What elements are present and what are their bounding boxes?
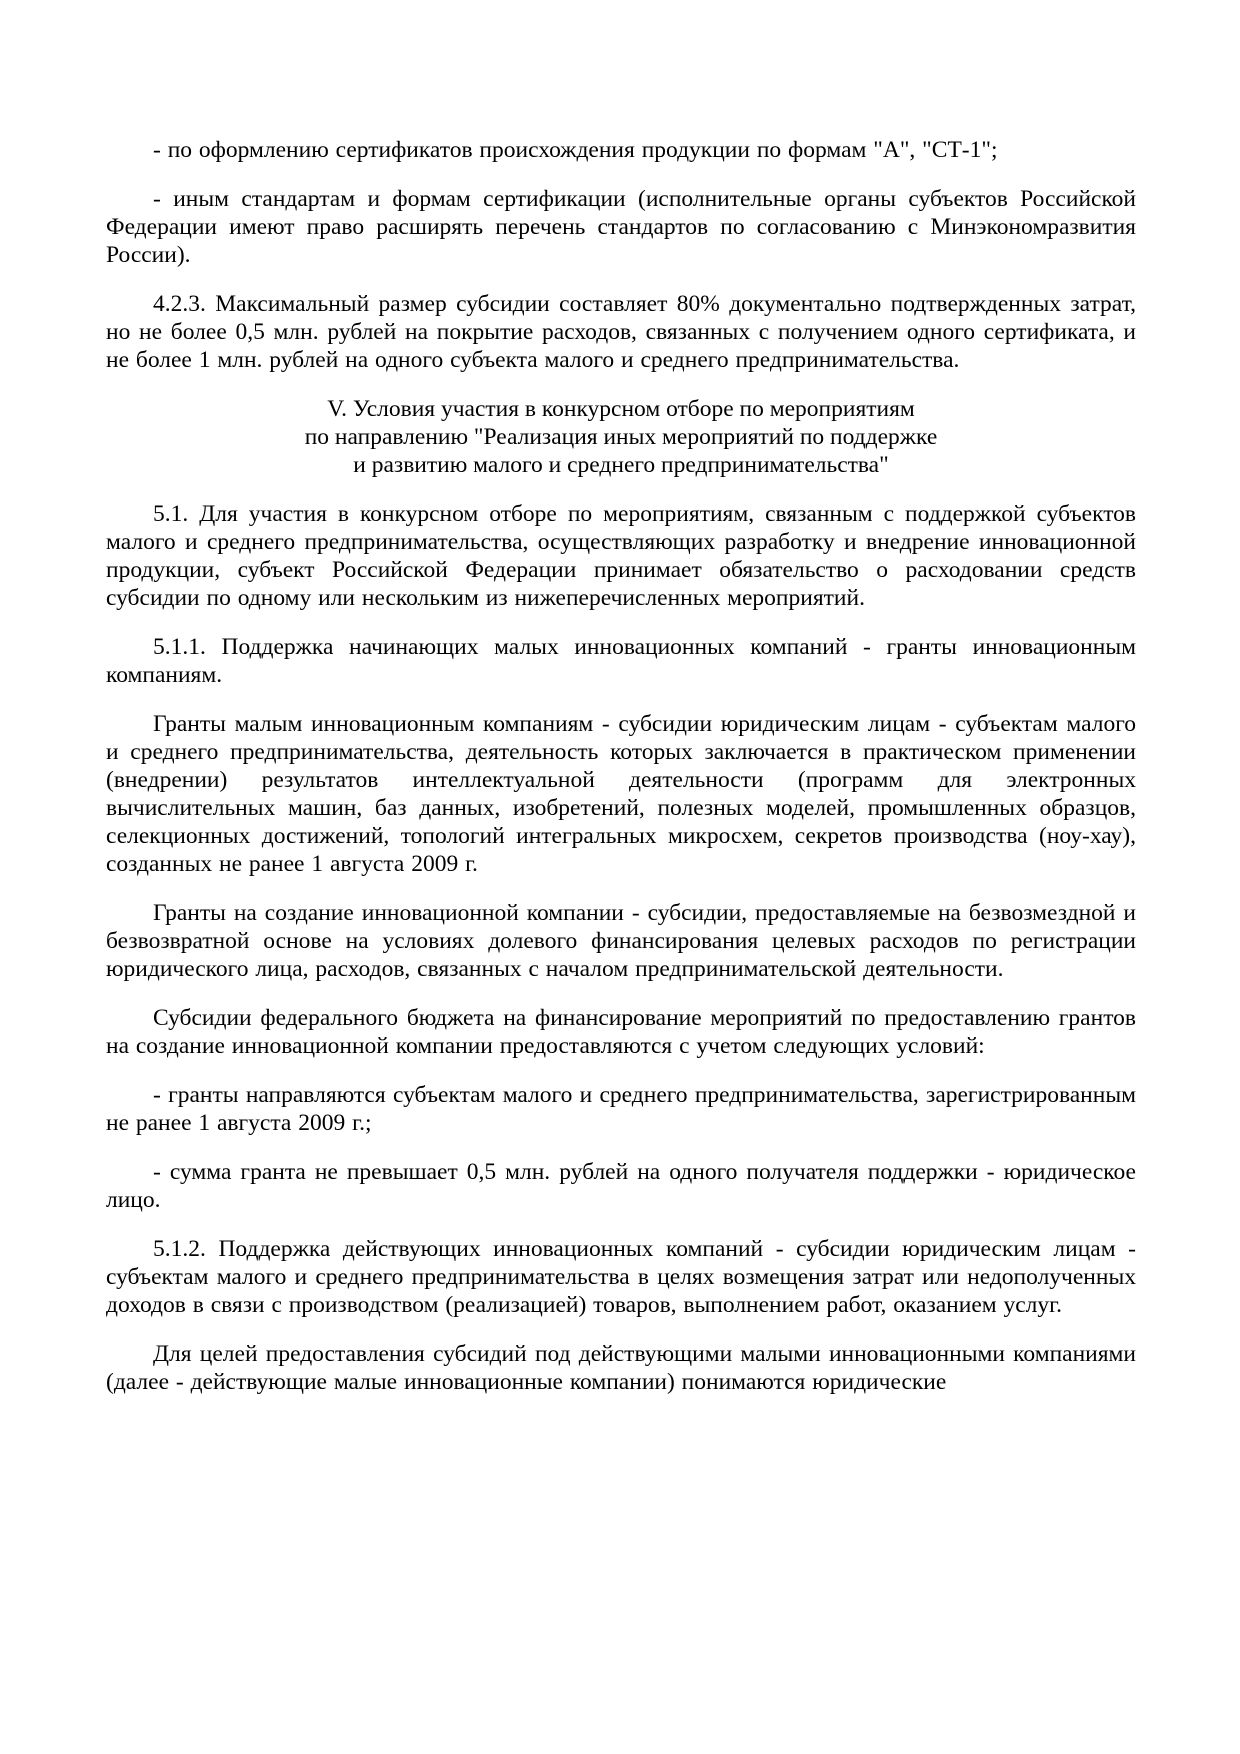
paragraph-cert-origin-forms: - по оформлению сертификатов происхождения продукции по формам "А", "СТ-1"; — [153, 137, 998, 163]
paragraph-grants-company-creation: Гранты на создание инновационной компании - субсидии, предоставляемые на безвозмездной и безвозвратной основе на условиях долевого финансирования целевых расходов по регистрации юридического лица, расходов, связанных с началом предпринимательской деятельности. — [106, 900, 1136, 982]
paragraph-4-2-3-max-subsidy: 4.2.3. Максимальный размер субсидии составляет 80% документально подтвержденных затрат, но не более 0,5 млн. рублей на покрытие расходов, связанных с получением одного сертификата, и не более 1 млн. рублей на одного субъекта малого и среднего предпринимательства. — [106, 291, 1136, 373]
paragraph-condition-grants-recipients: - гранты направляются субъектам малого и среднего предпринимательства, зарегистрированным не ранее 1 августа 2009 г.; — [106, 1082, 1136, 1136]
heading-line-2: по направлению "Реализация иных мероприятий по поддержке — [304, 424, 938, 450]
paragraph-grants-definition: Гранты малым инновационным компаниям - субсидии юридическим лицам - субъектам малого и среднего предпринимательства, деятельность которых заключается в практическом применении (внедрении) результатов интеллектуальной деятельности (программ для электронных вычислительных машин, баз данных, изобретений, полезных моделей, промышленных образцов, селекционных достижений, топологий интегральных микросхем, секретов производства (ноу-хау), созданных не ранее 1 августа 2009 г. — [106, 711, 1136, 877]
paragraph-5-1-1-grants-startups: 5.1.1. Поддержка начинающих малых инновационных компаний - гранты инновационным компаниям. — [106, 634, 1136, 688]
paragraph-active-companies-definition: Для целей предоставления субсидий под действующими малыми инновационными компаниями (далее - действующие малые инновационные компании) понимаются юридические — [106, 1341, 1136, 1395]
paragraph-federal-budget-subsidies: Субсидии федерального бюджета на финансирование мероприятий по предоставлению грантов на создание инновационной компании предоставляются с учетом следующих условий: — [106, 1005, 1136, 1059]
paragraph-5-1-participation: 5.1. Для участия в конкурсном отборе по мероприятиям, связанным с поддержкой субъектов малого и среднего предпринимательства, осуществляющих разработку и внедрение инновационной продукции, субъект Российской Федерации принимает обязательство о расходовании средств субсидии по одному или нескольким из нижеперечисленных мероприятий. — [106, 501, 1136, 611]
heading-line-3: и развитию малого и среднего предпринимательства" — [353, 452, 889, 478]
paragraph-condition-grant-amount: - сумма гранта не превышает 0,5 млн. рублей на одного получателя поддержки - юридическое лицо. — [106, 1159, 1136, 1213]
paragraph-5-1-2-active-companies: 5.1.2. Поддержка действующих инновационных компаний - субсидии юридическим лицам - субъектам малого и среднего предпринимательства в целях возмещения затрат или недополученных доходов в связи с производством (реализацией) товаров, выполнением работ, оказанием услуг. — [106, 1236, 1136, 1318]
paragraph-other-standards: - иным стандартам и формам сертификации (исполнительные органы субъектов Российской Федерации имеют право расширять перечень стандартов по согласованию с Минэкономразвития России). — [106, 186, 1136, 268]
section-heading-v — [106, 395, 1136, 479]
heading-line-1: V. Условия участия в конкурсном отборе по мероприятиям — [327, 396, 915, 422]
